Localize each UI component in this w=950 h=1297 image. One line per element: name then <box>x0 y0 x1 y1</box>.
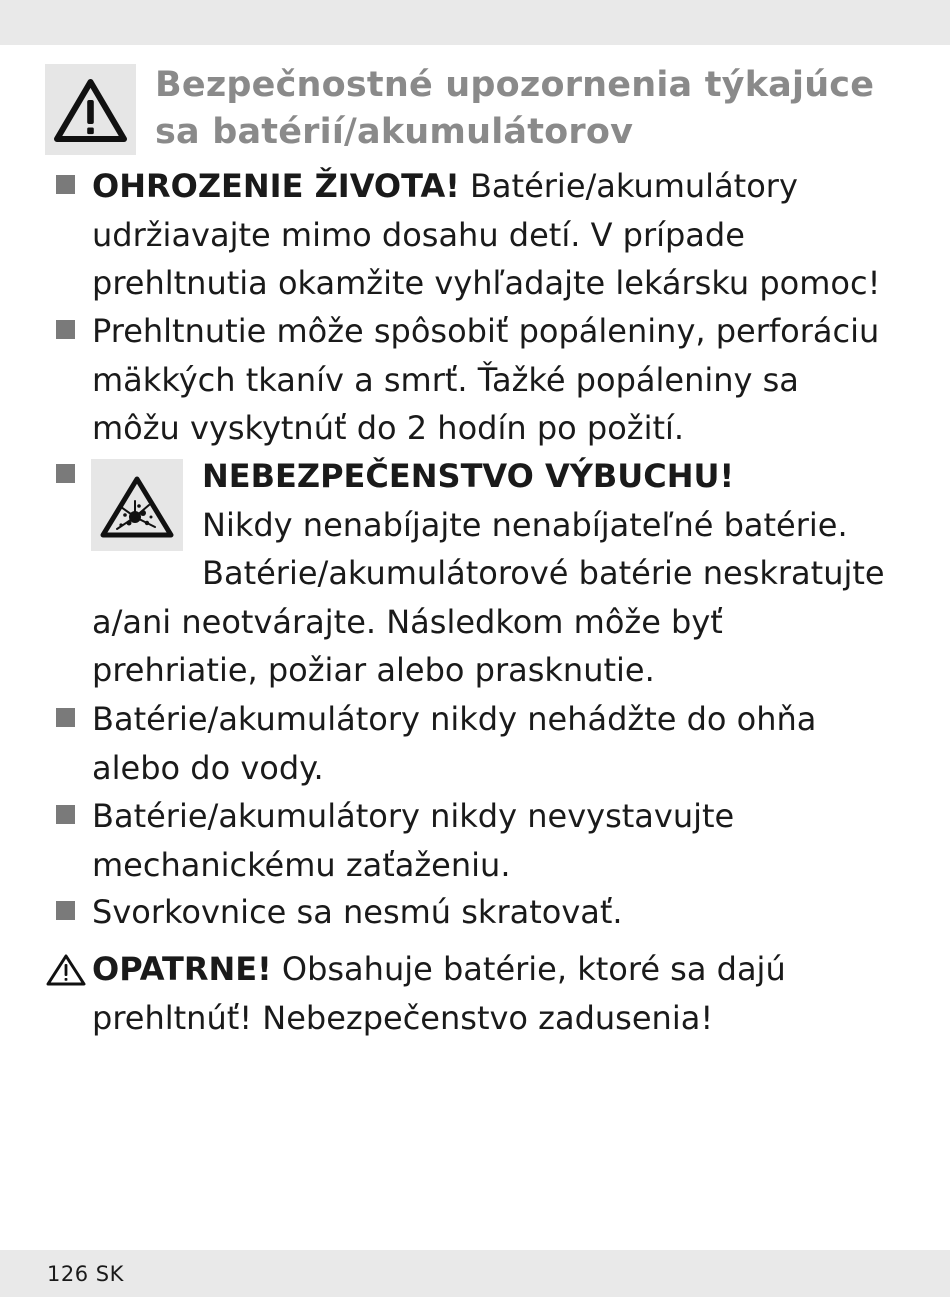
square-bullet <box>56 464 75 483</box>
warning-triangle-icon <box>45 64 136 155</box>
item-line: mäkkých tkanív a smrť. Ťažké popáleniny sa <box>92 360 799 399</box>
list-item <box>92 162 882 308</box>
caution-note <box>92 945 882 1042</box>
footer-band <box>0 1250 950 1297</box>
item-line: prehltnutia okamžite vyhľadajte lekársku pomoc! <box>92 264 881 302</box>
item-line: Batérie/akumulátory nikdy nehádžte do ohňa <box>92 700 817 738</box>
item-text: Batérie/akumulátory <box>459 167 798 205</box>
item-line: prehriatie, požiar alebo prasknutie. <box>92 651 655 689</box>
item-line: mechanickému zaťaženiu. <box>92 845 511 884</box>
heading-line-1: Bezpečnostné upozornenia týkajúce <box>155 65 875 105</box>
item-line: Svorkovnice sa nesmú skratovať. <box>92 893 623 931</box>
item-line: Nikdy nenabíjajte nenabíjateľné batérie. <box>202 505 848 544</box>
item-line: Batérie/akumulátory nikdy nevystavujte <box>92 797 735 835</box>
item-line: alebo do vody. <box>92 748 324 787</box>
top-band <box>0 0 950 45</box>
square-bullet <box>56 708 75 727</box>
item-line: udržiavajte mimo dosahu detí. V prípade <box>92 215 745 254</box>
list-item <box>92 888 882 937</box>
list-item <box>92 792 882 889</box>
item-line: Batérie/akumulátorové batérie neskratujte <box>202 554 885 592</box>
square-bullet <box>56 175 75 194</box>
page-heading <box>155 62 915 156</box>
caution-line <box>92 945 882 994</box>
item-line: Prehltnutie môže spôsobiť popáleniny, perforáciu <box>92 312 880 350</box>
list-item <box>92 307 882 453</box>
page-number: 126 SK <box>47 1262 124 1286</box>
list-item <box>92 695 882 792</box>
heading-line-2: sa batérií/akumulátorov <box>155 112 634 152</box>
caution-text: Obsahuje batérie, ktoré sa dajú <box>271 950 786 988</box>
item-line <box>92 452 882 501</box>
square-bullet <box>56 805 75 824</box>
item-line: a/ani neotvárajte. Následkom môže byť <box>92 602 723 641</box>
caution-line: prehltnúť! Nebezpečenstvo zadusenia! <box>92 998 714 1037</box>
list-item <box>92 452 885 695</box>
warning-triangle-small-icon <box>45 953 87 991</box>
square-bullet <box>56 901 75 920</box>
danger-label: OHROZENIE ŽIVOTA! <box>92 167 460 205</box>
item-line <box>92 162 882 211</box>
danger-label: NEBEZPEČENSTVO VÝBUCHU! <box>202 457 735 495</box>
square-bullet <box>56 320 75 339</box>
caution-label: OPATRNE! <box>92 950 272 988</box>
item-line: môžu vyskytnúť do 2 hodín po požití. <box>92 409 685 447</box>
